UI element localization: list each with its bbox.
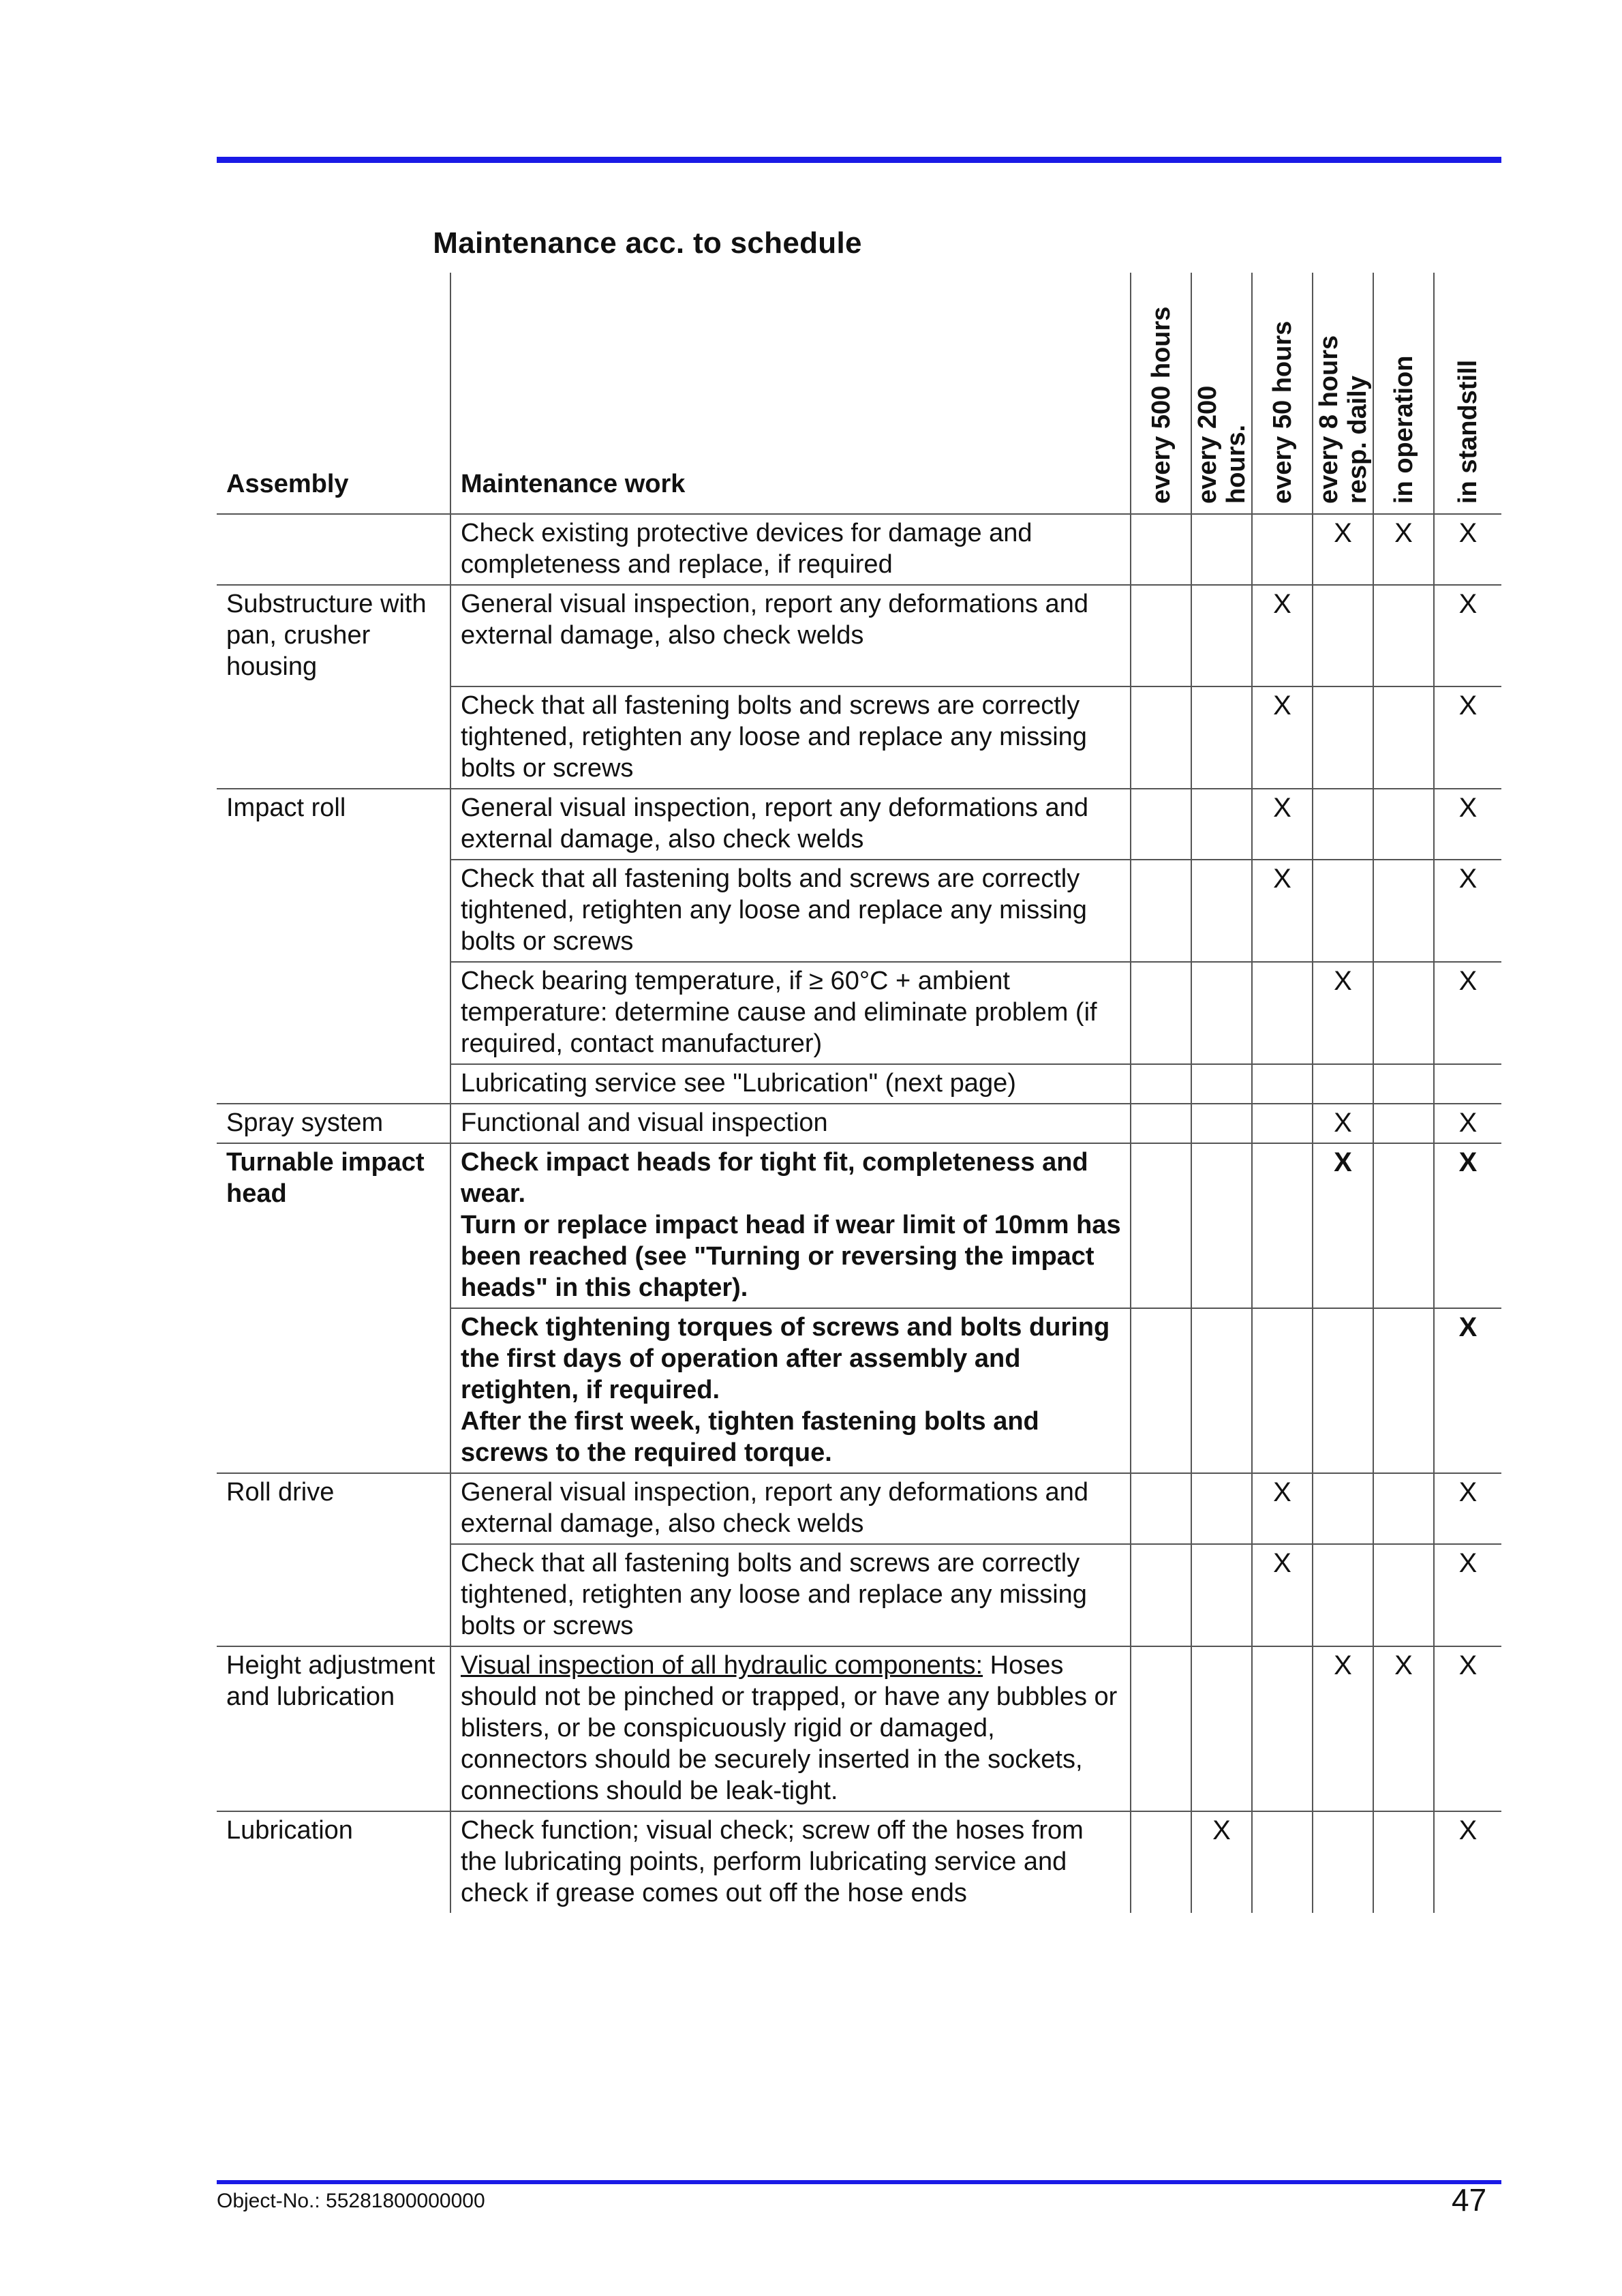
interval-mark-cell: X (1434, 1646, 1501, 1811)
interval-mark-cell (1373, 1544, 1434, 1646)
interval-mark-cell (1131, 1064, 1191, 1104)
header-interval-500h: every 500 hours (1131, 273, 1191, 514)
table-row (217, 1473, 1501, 1544)
table-row (217, 789, 1501, 860)
interval-mark-cell (1313, 1308, 1373, 1473)
table-row (217, 1104, 1501, 1143)
maintenance-schedule-table (217, 273, 1501, 1913)
interval-mark-cell (1373, 962, 1434, 1064)
header-interval-50h: every 50 hours (1252, 273, 1313, 514)
interval-mark-cell (1131, 860, 1191, 962)
interval-mark-cell: X (1373, 1646, 1434, 1811)
interval-mark-cell: X (1434, 1811, 1501, 1913)
interval-mark-cell (1191, 585, 1252, 686)
interval-mark-cell (1191, 1064, 1252, 1104)
bottom-rule (217, 2180, 1501, 2184)
interval-mark-cell (1191, 789, 1252, 860)
assembly-cell (217, 860, 450, 962)
interval-mark-cell: X (1434, 1104, 1501, 1143)
interval-mark-cell (1313, 1811, 1373, 1913)
maintenance-work-cell: Check function; visual check; screw off the hoses from the lubricating points, perform lubricating service and check if grease comes out off the hose ends (450, 1811, 1131, 1913)
interval-mark-cell: X (1434, 585, 1501, 686)
interval-mark-cell (1191, 1473, 1252, 1544)
maintenance-work-cell: Lubricating service see "Lubrication" (next page) (450, 1064, 1131, 1104)
interval-mark-cell (1131, 1308, 1191, 1473)
interval-mark-cell (1252, 962, 1313, 1064)
interval-mark-cell: X (1434, 1544, 1501, 1646)
maintenance-work-cell: General visual inspection, report any deformations and external damage, also check welds (450, 1473, 1131, 1544)
interval-mark-cell (1434, 1064, 1501, 1104)
table-row (217, 962, 1501, 1064)
top-rule (217, 157, 1501, 163)
interval-mark-cell (1131, 789, 1191, 860)
assembly-cell: Roll drive (217, 1473, 450, 1544)
interval-mark-cell (1313, 789, 1373, 860)
interval-mark-cell (1313, 1473, 1373, 1544)
assembly-cell: Height adjustment and lubrication (217, 1646, 450, 1811)
interval-mark-cell (1373, 1104, 1434, 1143)
maintenance-work-cell: Check impact heads for tight fit, completeness and wear. Turn or replace impact head if wear limit of 10mm has been reached (see "Turning or reversing the impact heads" in this chapter). (450, 1143, 1131, 1308)
interval-mark-cell: X (1313, 1104, 1373, 1143)
interval-mark-cell (1252, 1143, 1313, 1308)
object-number: Object-No.: 55281800000000 (217, 2190, 485, 2212)
assembly-cell (217, 1308, 450, 1473)
interval-mark-cell (1131, 1544, 1191, 1646)
header-assembly: Assembly (226, 470, 349, 498)
maintenance-work-cell: Check tightening torques of screws and bolts during the first days of operation after assembly and retighten, if required. After the first week, tighten fastening bolts and screws to the required torque. (450, 1308, 1131, 1473)
interval-mark-cell: X (1373, 514, 1434, 585)
page-number: 47 (1452, 2182, 1487, 2218)
assembly-cell: Substructure with pan, crusher housing (217, 585, 450, 686)
interval-mark-cell (1373, 1473, 1434, 1544)
page-title: Maintenance acc. to schedule (433, 226, 862, 260)
interval-mark-cell: X (1434, 1473, 1501, 1544)
interval-mark-cell (1313, 860, 1373, 962)
work-heading: Visual inspection of all hydraulic components: (461, 1651, 983, 1680)
assembly-cell: Lubrication (217, 1811, 450, 1913)
table-row (217, 514, 1501, 585)
interval-mark-cell: X (1252, 585, 1313, 686)
interval-mark-cell (1131, 1143, 1191, 1308)
interval-mark-cell (1313, 686, 1373, 789)
interval-mark-cell (1313, 1064, 1373, 1104)
interval-mark-cell (1252, 1104, 1313, 1143)
interval-mark-cell (1252, 1646, 1313, 1811)
maintenance-work-cell: Check that all fastening bolts and screws are correctly tightened, retighten any loose and replace any missing bolts or screws (450, 1544, 1131, 1646)
interval-mark-cell (1191, 962, 1252, 1064)
interval-mark-cell (1191, 1143, 1252, 1308)
interval-mark-cell (1131, 585, 1191, 686)
assembly-cell: Spray system (217, 1104, 450, 1143)
work-text: Hoses should not be pinched or trapped, or have any bubbles or blisters, or be conspicuously rigid or damaged, connectors should be securely inserted in the sockets, connections should be leak-tight. (461, 1651, 1118, 1805)
assembly-cell: Turnable impact head (217, 1143, 450, 1308)
maintenance-work-cell: Check that all fastening bolts and screws are correctly tightened, retighten any loose and replace any missing bolts or screws (450, 860, 1131, 962)
table-row (217, 1544, 1501, 1646)
interval-mark-cell: X (1434, 962, 1501, 1064)
header-interval-8h: every 8 hours resp. daily (1313, 273, 1373, 514)
interval-mark-cell: X (1252, 1544, 1313, 1646)
interval-mark-cell: X (1313, 962, 1373, 1064)
header-in-operation: in operation (1373, 273, 1434, 514)
interval-mark-cell (1191, 860, 1252, 962)
interval-mark-cell (1373, 1064, 1434, 1104)
interval-mark-cell (1373, 1308, 1434, 1473)
assembly-cell (217, 1064, 450, 1104)
table-row (217, 860, 1501, 962)
interval-mark-cell (1313, 1544, 1373, 1646)
interval-mark-cell: X (1434, 686, 1501, 789)
interval-mark-cell (1373, 860, 1434, 962)
interval-mark-cell (1191, 514, 1252, 585)
interval-mark-cell (1131, 1811, 1191, 1913)
interval-mark-cell: X (1252, 686, 1313, 789)
table-row (217, 686, 1501, 789)
interval-mark-cell: X (1313, 514, 1373, 585)
maintenance-work-cell: General visual inspection, report any deformations and external damage, also check welds (450, 789, 1131, 860)
interval-mark-cell: X (1191, 1811, 1252, 1913)
interval-mark-cell: X (1252, 789, 1313, 860)
interval-mark-cell (1252, 1064, 1313, 1104)
interval-mark-cell: X (1434, 1143, 1501, 1308)
header-row (217, 273, 1501, 514)
interval-mark-cell: X (1252, 1473, 1313, 1544)
interval-mark-cell: X (1434, 789, 1501, 860)
assembly-cell: Impact roll (217, 789, 450, 860)
assembly-cell (217, 686, 450, 789)
assembly-cell (217, 514, 450, 585)
interval-mark-cell (1131, 1646, 1191, 1811)
interval-mark-cell (1131, 962, 1191, 1064)
table-row (217, 1308, 1501, 1473)
interval-mark-cell (1313, 585, 1373, 686)
interval-mark-cell (1131, 1473, 1191, 1544)
table-row (217, 1064, 1501, 1104)
interval-mark-cell (1191, 1646, 1252, 1811)
maintenance-work-cell (450, 1646, 1131, 1811)
interval-mark-cell: X (1313, 1143, 1373, 1308)
assembly-cell (217, 1544, 450, 1646)
interval-mark-cell (1373, 1143, 1434, 1308)
interval-mark-cell (1373, 585, 1434, 686)
header-maintenance-work: Maintenance work (450, 273, 1131, 514)
interval-mark-cell: X (1313, 1646, 1373, 1811)
interval-mark-cell (1191, 686, 1252, 789)
interval-mark-cell (1373, 789, 1434, 860)
interval-mark-cell (1252, 1811, 1313, 1913)
maintenance-work-cell: Check that all fastening bolts and screws are correctly tightened, retighten any loose and replace any missing bolts or screws (450, 686, 1131, 789)
interval-mark-cell (1131, 686, 1191, 789)
interval-mark-cell (1191, 1308, 1252, 1473)
interval-mark-cell (1131, 1104, 1191, 1143)
interval-mark-cell (1252, 514, 1313, 585)
interval-mark-cell (1373, 1811, 1434, 1913)
maintenance-work-cell: Check existing protective devices for damage and completeness and replace, if required (450, 514, 1131, 585)
interval-mark-cell: X (1434, 860, 1501, 962)
maintenance-work-cell: General visual inspection, report any deformations and external damage, also check welds (450, 585, 1131, 686)
table-row (217, 1811, 1501, 1913)
maintenance-work-cell: Check bearing temperature, if ≥ 60°C + ambient temperature: determine cause and eliminate problem (if required, contact manufacturer) (450, 962, 1131, 1064)
header-interval-200h: every 200 hours. (1191, 273, 1252, 514)
interval-mark-cell (1191, 1104, 1252, 1143)
assembly-cell (217, 962, 450, 1064)
table-row (217, 1143, 1501, 1308)
interval-mark-cell (1131, 514, 1191, 585)
interval-mark-cell (1191, 1544, 1252, 1646)
header-in-standstill: in standstill (1434, 273, 1501, 514)
interval-mark-cell: X (1252, 860, 1313, 962)
table-row (217, 1646, 1501, 1811)
interval-mark-cell: X (1434, 1308, 1501, 1473)
interval-mark-cell (1252, 1308, 1313, 1473)
maintenance-work-cell: Functional and visual inspection (450, 1104, 1131, 1143)
interval-mark-cell: X (1434, 514, 1501, 585)
table-row (217, 585, 1501, 686)
interval-mark-cell (1373, 686, 1434, 789)
